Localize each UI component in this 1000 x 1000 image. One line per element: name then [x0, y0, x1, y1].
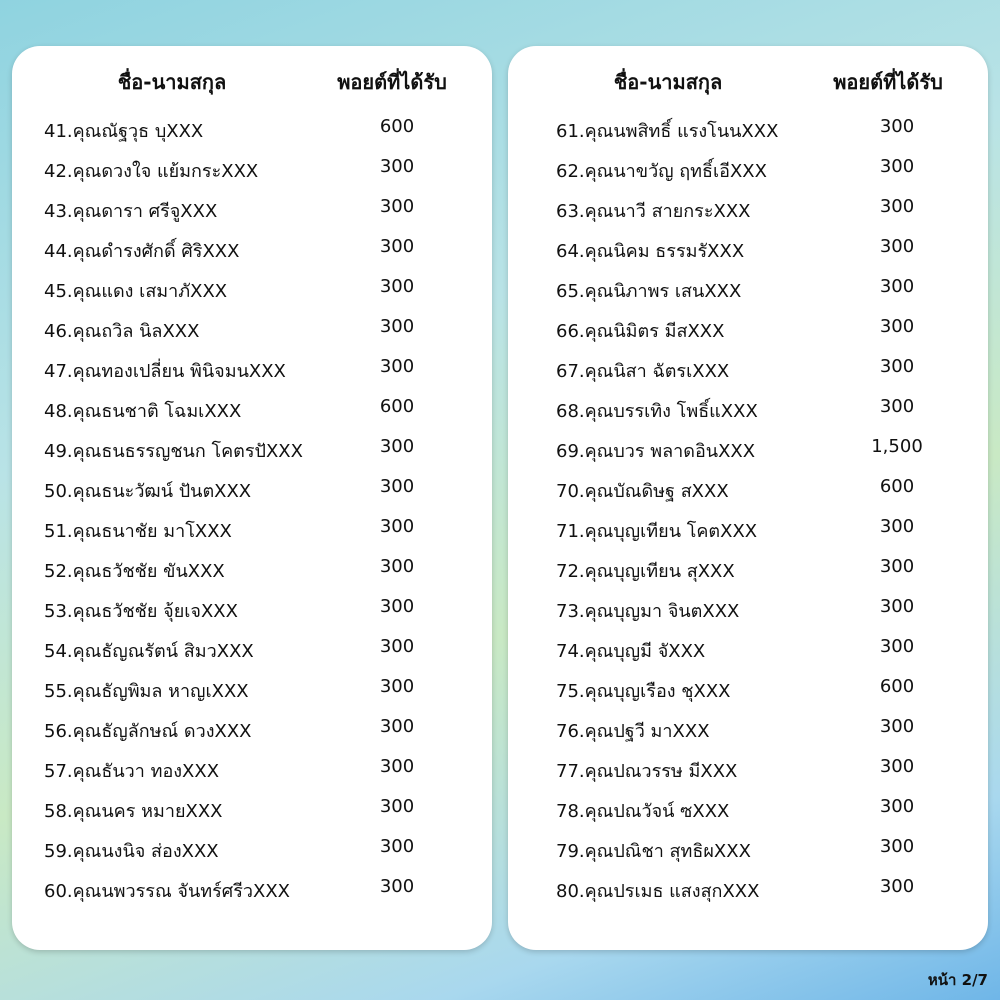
member-name: 57.คุณธันวา ทองXXX	[44, 761, 220, 782]
member-points: 600	[879, 476, 915, 497]
member-points: 300	[379, 476, 415, 497]
table-row	[508, 508, 988, 548]
member-points: 300	[879, 196, 915, 217]
member-points: 300	[379, 876, 415, 897]
member-points: 300	[879, 516, 915, 537]
table-row	[12, 508, 492, 548]
member-name: 67.คุณนิสา ฉัตรเXXX	[556, 361, 730, 382]
member-name: 59.คุณนงนิจ ส่องXXX	[44, 841, 219, 862]
member-name: 75.คุณบุญเรือง ชุXXX	[556, 681, 731, 702]
name-column-header: ชื่อ-นามสกุล	[117, 70, 227, 94]
member-points: 1,500	[871, 436, 923, 457]
member-points: 300	[379, 516, 415, 537]
member-points: 300	[879, 716, 915, 737]
member-name: 51.คุณธนาชัย มาโXXX	[44, 521, 232, 542]
member-points: 300	[379, 356, 415, 377]
table-row	[508, 228, 988, 268]
table-row	[12, 548, 492, 588]
table-row	[508, 468, 988, 508]
member-name: 53.คุณธวัชชัย จุ้ยเจXXX	[44, 601, 238, 622]
table-row	[12, 108, 492, 148]
table-row	[12, 748, 492, 788]
table-row	[508, 348, 988, 388]
member-points: 300	[879, 396, 915, 417]
name-column-header: ชื่อ-นามสกุล	[613, 70, 723, 94]
right-table-card	[508, 46, 988, 950]
member-name: 64.คุณนิคม ธรรมรัXXX	[556, 241, 745, 262]
member-name: 55.คุณธัญพิมล หาญเXXX	[44, 681, 249, 702]
member-points: 300	[379, 276, 415, 297]
member-points: 300	[379, 716, 415, 737]
member-name: 71.คุณบุญเทียน โคตXXX	[556, 521, 758, 542]
member-name: 43.คุณดารา ศรีจูXXX	[44, 201, 218, 222]
left-table-rows	[12, 108, 492, 908]
member-name: 49.คุณธนธรรญชนก โคตรปัXXX	[44, 441, 303, 462]
table-row	[508, 748, 988, 788]
table-row	[12, 628, 492, 668]
member-name: 69.คุณบวร พลาดอินXXX	[556, 441, 756, 462]
member-name: 78.คุณปณวัจน์ ซXXX	[556, 801, 730, 822]
member-points: 300	[379, 676, 415, 697]
table-row	[12, 668, 492, 708]
member-name: 73.คุณบุญมา จินตXXX	[556, 601, 740, 622]
member-points: 300	[879, 556, 915, 577]
member-points: 300	[379, 596, 415, 617]
right-table-rows	[508, 108, 988, 908]
member-name: 50.คุณธนะวัฒน์ ปันตXXX	[44, 481, 252, 502]
table-row	[12, 228, 492, 268]
member-points: 300	[379, 756, 415, 777]
member-name: 56.คุณธัญลักษณ์ ดวงXXX	[44, 721, 252, 742]
points-column-header: พอยต์ที่ได้รับ	[833, 70, 943, 94]
points-column-header: พอยต์ที่ได้รับ	[337, 70, 447, 94]
member-name: 60.คุณนพวรรณ จันทร์ศรีวXXX	[44, 881, 290, 902]
member-points: 300	[879, 276, 915, 297]
table-row	[12, 348, 492, 388]
member-name: 44.คุณดำรงศักดิ์ ศิริXXX	[44, 241, 240, 262]
member-points: 300	[879, 356, 915, 377]
member-name: 66.คุณนิมิตร มีสXXX	[556, 321, 725, 342]
table-row	[508, 428, 988, 468]
member-name: 63.คุณนาวี สายกระXXX	[556, 201, 751, 222]
table-row	[508, 708, 988, 748]
left-table-header	[12, 66, 492, 96]
member-points: 600	[379, 396, 415, 417]
member-name: 68.คุณบรรเทิง โพธิ์แXXX	[556, 401, 758, 422]
member-name: 58.คุณนคร หมายXXX	[44, 801, 223, 822]
table-row	[508, 788, 988, 828]
table-row	[508, 108, 988, 148]
table-row	[508, 868, 988, 908]
member-points: 300	[379, 156, 415, 177]
member-points: 300	[379, 316, 415, 337]
table-row	[12, 148, 492, 188]
table-row	[12, 868, 492, 908]
member-name: 42.คุณดวงใจ แย้มกระXXX	[44, 161, 259, 182]
member-points: 600	[379, 116, 415, 137]
table-row	[12, 468, 492, 508]
member-points: 300	[379, 836, 415, 857]
table-row	[12, 268, 492, 308]
member-points: 300	[879, 596, 915, 617]
member-points: 300	[379, 436, 415, 457]
table-row	[12, 828, 492, 868]
table-row	[12, 788, 492, 828]
member-points: 300	[379, 636, 415, 657]
member-points: 300	[879, 836, 915, 857]
table-row	[508, 188, 988, 228]
page-number: หน้า 2/7	[927, 971, 988, 989]
member-name: 41.คุณณัฐวุธ บุXXX	[44, 121, 204, 142]
member-name: 77.คุณปณวรรษ มีXXX	[556, 761, 738, 782]
member-points: 300	[879, 796, 915, 817]
table-row	[508, 628, 988, 668]
table-row	[508, 588, 988, 628]
member-name: 79.คุณปณิชา สุทธิผXXX	[556, 841, 751, 862]
member-name: 70.คุณบัณดิษฐ สXXX	[556, 481, 729, 502]
member-points: 300	[879, 636, 915, 657]
member-points: 300	[379, 196, 415, 217]
member-points: 300	[879, 156, 915, 177]
table-row	[508, 548, 988, 588]
table-row	[508, 828, 988, 868]
table-row	[12, 588, 492, 628]
table-row	[12, 708, 492, 748]
member-points: 300	[879, 316, 915, 337]
member-name: 45.คุณแดง เสมาภัXXX	[44, 281, 228, 302]
table-row	[508, 148, 988, 188]
table-row	[508, 668, 988, 708]
table-row	[508, 268, 988, 308]
left-table-card	[12, 46, 492, 950]
member-name: 62.คุณนาขวัญ ฤทธิ์เอีXXX	[556, 161, 767, 182]
table-row	[12, 188, 492, 228]
member-points: 300	[379, 236, 415, 257]
member-name: 61.คุณนพสิทธิ์ แรงโนนXXX	[556, 121, 779, 142]
table-row	[508, 388, 988, 428]
member-name: 80.คุณปรเมธ แสงสุกXXX	[556, 881, 760, 902]
member-points: 300	[379, 556, 415, 577]
member-points: 300	[879, 236, 915, 257]
member-name: 48.คุณธนชาติ โฉมเXXX	[44, 401, 242, 422]
member-name: 46.คุณถวิล นิลXXX	[44, 321, 200, 342]
right-table-header	[508, 66, 988, 96]
member-name: 47.คุณทองเปลี่ยน พินิจมนXXX	[44, 361, 286, 382]
table-row	[12, 428, 492, 468]
member-name: 65.คุณนิภาพร เสนXXX	[556, 281, 742, 302]
member-points: 600	[879, 676, 915, 697]
member-name: 76.คุณปฐวี มาXXX	[556, 721, 710, 742]
member-points: 300	[879, 876, 915, 897]
table-row	[12, 388, 492, 428]
member-points: 300	[879, 116, 915, 137]
table-row	[12, 308, 492, 348]
member-name: 72.คุณบุญเทียน สุXXX	[556, 561, 735, 582]
member-name: 74.คุณบุญมี จัXXX	[556, 641, 706, 662]
member-name: 52.คุณธวัชชัย ขันXXX	[44, 561, 225, 582]
table-row	[508, 308, 988, 348]
member-points: 300	[379, 796, 415, 817]
member-points: 300	[879, 756, 915, 777]
member-name: 54.คุณธัญณรัตน์ สิมวXXX	[44, 641, 254, 662]
